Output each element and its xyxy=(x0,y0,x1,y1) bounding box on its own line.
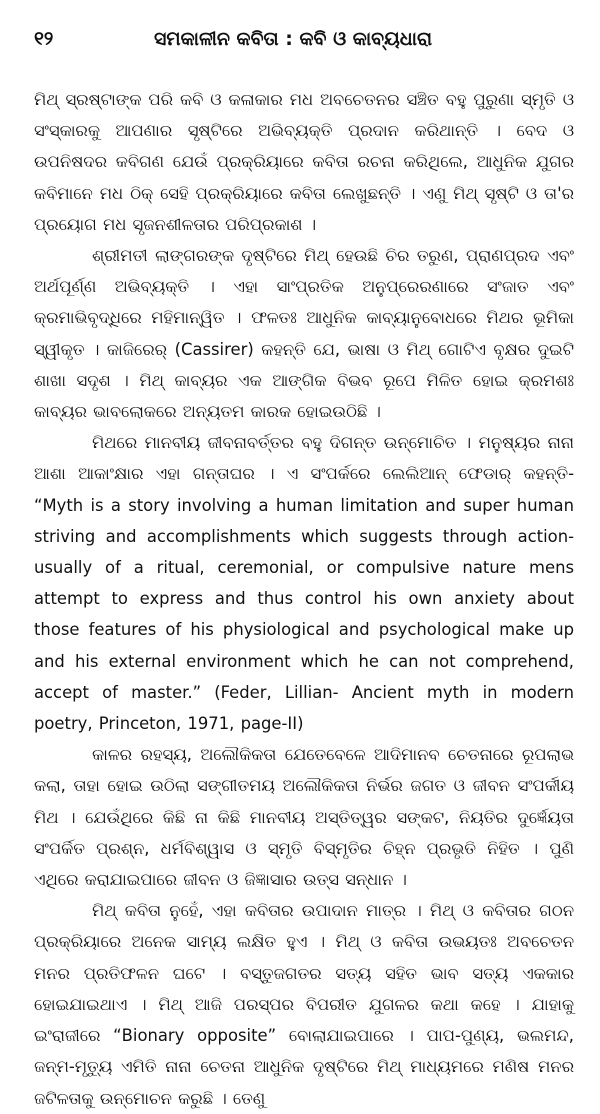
paragraph-5: ମିଥ୍ କବିତା ନୁହେଁ, ଏହା କବିତାର ଉପାଦାନ ମାତ୍ର । ମିଥ୍ ଓ କବିତାର ଗଠନ ପ୍ରକ୍ରିୟାରେ ଅନେକ ସାମ୍ୟ ଲକ୍ଷିତ ହୁଏ । ମିଥ୍ ଓ କବିତା ଉଭୟତଃ ଅବଚେତନ ମନର ପ୍ରତିଫଳନ ଘଟେ । ବସ୍ତୁଜଗତର ସତ୍ୟ ସହିତ ଭାବ ସତ୍ୟ ଏକକାର ହୋଇଯାଇଥାଏ । ମିଥ୍ ଆଜି ପରସ୍ପର ବିପରୀତ ଯୁଗଳର କଥା କହେ । ଯାହାକୁ ଇଂରାଜୀରେ “Bionary opposite” ବୋଲାଯାଇପାରେ । ପାପ-ପୁଣ୍ୟ, ଭଲମନ୍ଦ, ଜନ୍ମ-ମୃତ୍ୟୁ ଏମିତି ନାନା ଚେତନା ଆଧୁନିକ ଦୃଷ୍ଟିରେ ମିଥ୍ ମାଧ୍ୟମରେ ମଣିଷ ମନର ଜଟିଳତାକୁ ଉନ୍ମୋଚନ କରୁଛି । ତେଣୁ xyxy=(34,901,574,1108)
page-number: ୧୨ xyxy=(34,28,54,50)
paragraph-4: କାଳର ରହସ୍ୟ, ଅଲୌକିକତା ଯେତେବେଳେ ଆଦିମାନବ ଚେତନାରେ ରୂପଲାଭ କଲା, ତାହା ହୋଇ ଉଠିଲା ସଙ୍ଗୀତମୟ ଅଲୌକିକତା ନିର୍ଭର ଜଗତ ଓ ଜୀବନ ସଂପର୍କୀୟ ମିଥ । ଯେଉଁଥିରେ କିଛି ନା କିଛି ମାନବୀୟ ଅସ୍ତିତ୍ୱର ସଙ୍କଟ, ନିୟତିର ଦୁର୍ଜ୍ଞେୟତା ସଂପର୍କିତ ପ୍ରଶ୍ନ, ଧର୍ମବିଶ୍ୱାସ ଓ ସ୍ମୃତି ବିସ୍ମୃତିର ଚିହ୍ନ ପ୍ରଭୃତି ନିହିତ । ପୁଣି ଏଥିରେ କରାଯାଇପାରେ ଜୀବନ ଓ ଜିଜ୍ଞାସାର ଉତ୍ସ ସନ୍ଧାନ । xyxy=(34,745,574,890)
paragraph-2: ଶ୍ରୀମତୀ ଲାଙ୍ଗରଙ୍କ ଦୃଷ୍ଟିରେ ମିଥ୍ ହେଉଛି ଚିର ତରୁଣ, ପ୍ରାଣପ୍ରଦ ଏବଂ ଅର୍ଥପୂର୍ଣ୍ଣ ଅଭିବ୍ୟକ୍ତି । ଏହା ସାଂପ୍ରତିକ ଅନୁପ୍ରେରଣାରେ ସଂଜାତ ଏବଂ କ୍ରମାଭିବୃଦ୍ଧିରେ ମହିମାନ୍ୱିତ । ଫଳତଃ ଆଧୁନିକ କାବ୍ୟାନୁବୋଧରେ ମିଥର ଭୂମିକା ସ୍ୱୀକୃତ । କାଜିରେର୍ (Cassirer) କହନ୍ତି ଯେ, ଭାଷା ଓ ମିଥ୍ ଗୋଟିଏ ବୃକ୍ଷର ଦୁଇଟି ଶାଖା ସଦୃଶ । ମିଥ୍ କାବ୍ୟର ଏକ ଆଙ୍ଗିକ ବିଭବ ରୂପେ ମିଳିତ ହୋଇ କ୍ରମଶଃ କାବ୍ୟର ଭାବଲୋକରେ ଅନ୍ୟତମ କାରକ ହୋଇଉଠିଛି । xyxy=(34,246,574,422)
body-text xyxy=(34,84,574,1114)
running-head xyxy=(34,28,574,58)
paragraph-3: ମିଥରେ ମାନବୀୟ ଜୀବନାବର୍ତ୍ତର ବହୁ ଦିଗନ୍ତ ଉନ୍ମୋଚିତ । ମନୁଷ୍ୟର ନାନା ଆଶା ଆକାଂକ୍ଷାର ଏହା ଗନ୍ତାଘର । ଏ ସଂପର୍କରେ ଲେଲିଆନ୍ ଫେଡାର୍ କହନ୍ତି- “Myth is a story involving a human limitation and super human striving and accomplishments which suggests through action-usually of a ritual, ceremonial, or compulsive nature mens attempt to express and thus control his own anxiety about those features of his physiological and psychological make up and his external environment which he can not comprehend, accept of master.” (Feder, Lillian- Ancient myth in modern poetry, Princeton, 1971, page-II) xyxy=(34,433,574,734)
paragraph-1: ମିଥ୍ ସ୍ରଷ୍ଟାଙ୍କ ପରି କବି ଓ କଳାକାର ମଧ ଅବଚେତନର ସଞ୍ଚିତ ବହୁ ପୁରୁଣା ସ୍ମୃତି ଓ ସଂସ୍କାରକୁ ଆପଣାର ସୃଷ୍ଟିରେ ଅଭିବ୍ୟକ୍ତି ପ୍ରଦାନ କରିଥାନ୍ତି । ବେଦ ଓ ଉପନିଷଦର କବିଗଣ ଯେଉଁ ପ୍ରକ୍ରିୟାରେ କବିତା ରଚନା କରିଥିଲେ, ଆଧୁନିକ ଯୁଗର କବିମାନେ ମଧ ଠିକ୍ ସେହି ପ୍ରକ୍ରିୟାରେ କବିତା ଲେଖୁଛନ୍ତି । ଏଣୁ ମିଥ୍ ସୃଷ୍ଟି ଓ ତା'ର ପ୍ରୟୋଗ ମଧ ସୃଜନଶୀଳତାର ପରିପ୍ରକାଶ । xyxy=(34,90,574,234)
running-head-title: ସମକାଳୀନ କବିତା : କବି ଓ କାବ୍ୟଧାରା xyxy=(154,28,433,50)
